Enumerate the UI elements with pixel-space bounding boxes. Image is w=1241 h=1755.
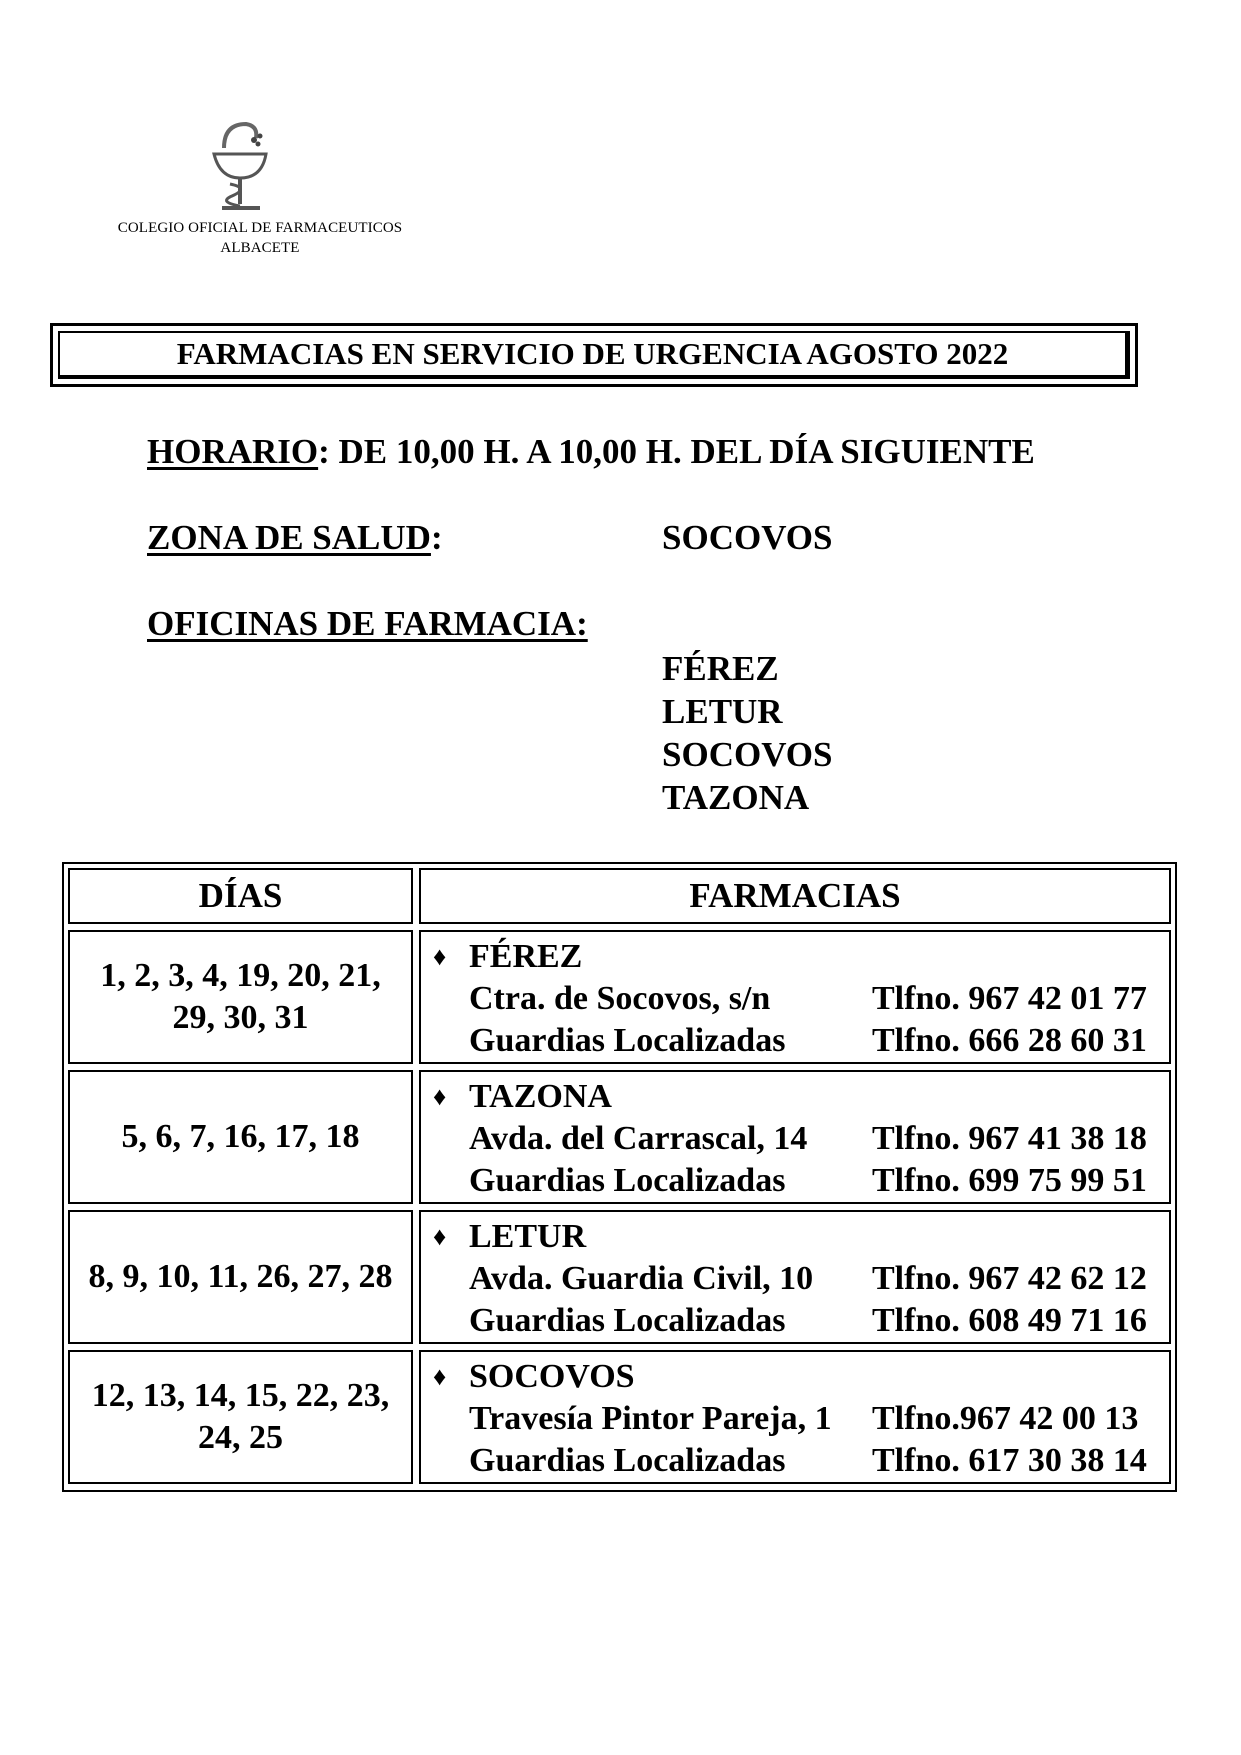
guard-label: Guardias Localizadas (469, 1162, 786, 1199)
page-title: FARMACIAS EN SERVICIO DE URGENCIA AGOSTO 2022 (58, 331, 1130, 379)
pharmacy-cell (419, 930, 1171, 1064)
oficinas-list (662, 647, 832, 819)
diamond-bullet-icon: ♦ (433, 942, 447, 971)
pharmacy-name: TAZONA (469, 1078, 612, 1115)
oficina-item: FÉREZ (662, 649, 779, 688)
zona-line (147, 518, 443, 558)
oficinas-label-text: OFICINAS DE FARMACIA: (147, 604, 588, 643)
pharmacy-address: Ctra. de Socovos, s/n (469, 980, 771, 1017)
oficina-item: SOCOVOS (662, 735, 833, 774)
diamond-bullet-icon: ♦ (433, 1082, 447, 1111)
pharmacy-address: Avda. del Carrascal, 14 (469, 1120, 808, 1157)
schedule-table (62, 862, 1177, 1492)
guard-phone: Tlfno. 699 75 99 51 (872, 1162, 1147, 1199)
diamond-bullet-icon: ♦ (433, 1362, 447, 1391)
horario-line (147, 432, 1035, 472)
days-cell: 5, 6, 7, 16, 17, 18 (68, 1070, 413, 1204)
guard-label: Guardias Localizadas (469, 1302, 786, 1339)
org-line-1: COLEGIO OFICIAL DE FARMACEUTICOS (117, 220, 403, 236)
zona-suffix: : (430, 518, 443, 557)
oficina-item: TAZONA (662, 778, 810, 817)
guard-phone: Tlfno. 666 28 60 31 (872, 1022, 1147, 1059)
pharmacy-phone: Tlfno. 967 42 01 77 (872, 980, 1147, 1017)
pharmacy-emblem-icon (210, 118, 276, 214)
pharmacy-name: LETUR (469, 1218, 587, 1255)
pharmacy-name: FÉREZ (469, 938, 583, 975)
pharmacy-name: SOCOVOS (469, 1358, 635, 1395)
oficina-item: LETUR (662, 692, 783, 731)
guard-label: Guardias Localizadas (469, 1442, 786, 1479)
zona-label: ZONA DE SALUD (147, 518, 431, 557)
diamond-bullet-icon: ♦ (433, 1222, 447, 1251)
header-pharmacies: FARMACIAS (419, 868, 1171, 924)
pharmacy-phone: Tlfno. 967 41 38 18 (872, 1120, 1147, 1157)
days-cell: 12, 13, 14, 15, 22, 23, 24, 25 (68, 1350, 413, 1484)
pharmacy-phone: Tlfno. 967 42 62 12 (872, 1260, 1147, 1297)
title-box (50, 323, 1138, 387)
days-cell: 1, 2, 3, 4, 19, 20, 21, 29, 30, 31 (68, 930, 413, 1064)
header-days: DÍAS (68, 868, 413, 924)
pharmacy-cell (419, 1070, 1171, 1204)
horario-text: : DE 10,00 H. A 10,00 H. DEL DÍA SIGUIENTE (318, 432, 1035, 471)
guard-phone: Tlfno. 608 49 71 16 (872, 1302, 1147, 1339)
horario-label: HORARIO (147, 432, 319, 471)
organization-name (90, 218, 430, 258)
oficinas-label (147, 604, 588, 644)
guard-label: Guardias Localizadas (469, 1022, 786, 1059)
pharmacy-phone: Tlfno.967 42 00 13 (872, 1400, 1139, 1437)
days-cell: 8, 9, 10, 11, 26, 27, 28 (68, 1210, 413, 1344)
pharmacy-cell (419, 1210, 1171, 1344)
guard-phone: Tlfno. 617 30 38 14 (872, 1442, 1147, 1479)
org-line-2: ALBACETE (220, 240, 300, 256)
pharmacy-cell (419, 1350, 1171, 1484)
pharmacy-address: Travesía Pintor Pareja, 1 (469, 1400, 832, 1437)
zona-value: SOCOVOS (662, 518, 833, 557)
pharmacy-address: Avda. Guardia Civil, 10 (469, 1260, 814, 1297)
